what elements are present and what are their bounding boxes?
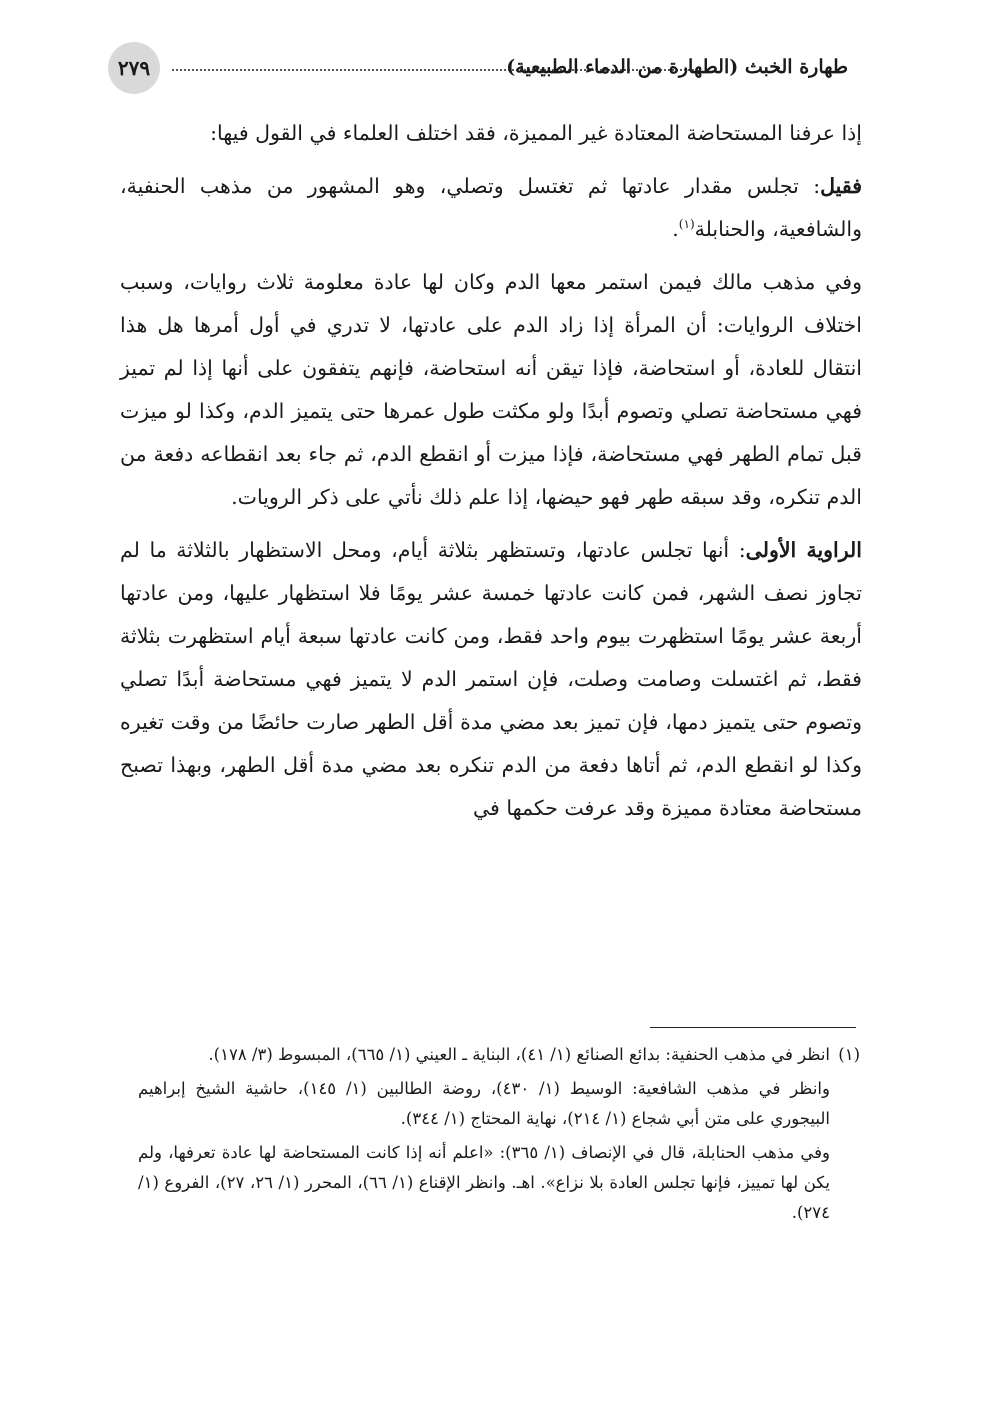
paragraph-maliki	[120, 261, 862, 519]
footnote-1	[138, 1040, 860, 1070]
paragraph-text: : أنها تجلس عادتها، وتستظهر بثلاثة أيام، ومحل الاستظهار بالثلاثة ما لم تجاوز نصف الشهر، فمن كانت عادتها خمسة عشر يومًا فلا استظهار عليها، ومن عادتها أربعة عشر يومًا استظهرت بيوم واحد فقط، ومن كانت عادتها سبعة أيام استظهرت بثلاثة فقط، ثم اغتسلت وصامت وصلت، فإن استمر الدم لا يتميز فهي مستحاضة أبدًا تصلي وتصوم حتى يتميز دمها، فإن تميز بعد مضي مدة أقل الطهر صارت حائضًا من وقت تغيره وكذا لو انقطع الدم، ثم أتاها دفعة من الدم تنكره بعد مضي مدة أقل الطهر، وبهذا تصبح مستحاضة معتادة مميزة وقد عرفت حكمها في	[120, 538, 862, 820]
footnote-text: انظر في مذهب الحنفية: بدائع الصنائع (١/ ٤١)، البناية ـ العيني (١/ ٦٦٥)، المبسوط (٣/ ١٧٨).	[208, 1045, 830, 1064]
footnote-text: وانظر في مذهب الشافعية: الوسيط (١/ ٤٣٠)، روضة الطالبين (١/ ١٤٥)، حاشية الشيخ إبراهيم البيجوري على متن أبي شجاع (١/ ٢١٤)، نهاية المحتاج (١/ ٣٤٤).	[138, 1079, 830, 1128]
header-title-wrap	[506, 38, 848, 98]
footnote-1-hanbali	[138, 1138, 860, 1228]
main-text	[120, 112, 862, 840]
page-number: ٢٧٩	[108, 42, 160, 94]
footnote-number: (١)	[838, 1045, 860, 1064]
running-header	[108, 38, 848, 98]
footnote-1-shafii	[138, 1074, 860, 1134]
footnote-separator	[650, 1027, 856, 1028]
paragraph-end: .	[672, 217, 679, 241]
paragraph-intro	[120, 112, 862, 155]
footnote-text: وفي مذهب الحنابلة، قال في الإنصاف (١/ ٣٦٥): «اعلم أنه إذا كانت المستحاضة لها عادة تعرفها، ولم يكن لها تمييز، فإنها تجلس العادة بلا نزاع». اهـ. وانظر الإقناع (١/ ٦٦)، المحرر (١/ ٢٦، ٢٧)، الفروع (١/ ٢٧٤).	[138, 1143, 830, 1222]
footnote-reference[interactable]: (١)	[678, 217, 695, 232]
paragraph-first-opinion	[120, 165, 862, 251]
paragraph-first-narration	[120, 529, 862, 830]
paragraph-text: : تجلس مقدار عادتها ثم تغتسل وتصلي، وهو المشهور من مذهب الحنفية، والشافعية، والحنابلة	[120, 174, 862, 241]
paragraph-intro-text: إذا عرفنا المستحاضة المعتادة غير المميزة، فقد اختلف العلماء في القول فيها:	[210, 121, 862, 145]
paragraph-lead-word: الراوية الأولى	[745, 538, 862, 562]
header-title: طهارة الخبث (الطهارة من الدماء الطبيعية)	[506, 56, 848, 78]
footnotes	[138, 1040, 860, 1232]
paragraph-maliki-text: وفي مذهب مالك فيمن استمر معها الدم وكان لها عادة معلومة ثلاث روايات، وسبب اختلاف الروايات: أن المرأة إذا زاد الدم على عادتها، لا تدري في أول أمرها هل هذا انتقال للعادة، أو استحاضة، فإذا تيقن أنه استحاضة، فإنهم يتفقون على أنها إذا لم تميز فهي مستحاضة تصلي وتصوم أبدًا ولو مكثت طول عمرها حتى يتميز الدم، وكذا لو ميزت قبل تمام الطهر فهي مستحاضة، فإذا ميزت أو انقطع الدم، ثم جاء بعد انقطاعه دفعة من الدم تنكره، وقد سبقه طهر فهو حيضها، إذا علم ذلك نأتي على ذكر الرويات.	[120, 270, 862, 509]
paragraph-lead-word: فقيل	[820, 174, 862, 198]
